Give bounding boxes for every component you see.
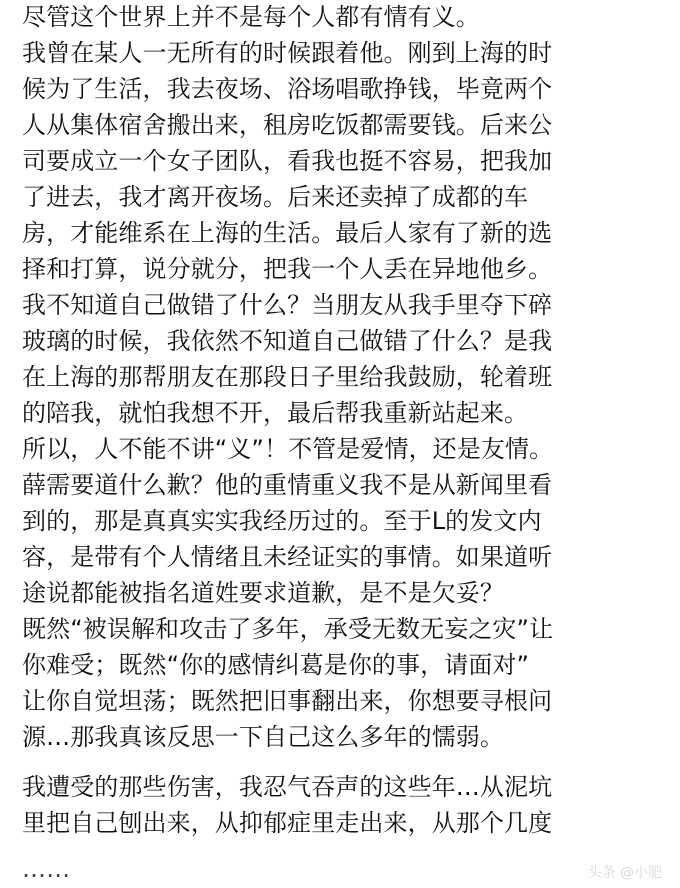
text-line: 玻璃的时候，我依然不知道自己做错了什么？是我 bbox=[22, 327, 553, 355]
text-line: 房，才能维系在上海的生活。最后人家有了新的选 bbox=[22, 219, 553, 247]
text-line-cut-off: …… bbox=[22, 855, 71, 883]
text-line: 途说都能被指名道姓要求道歉，是不是欠妥？ bbox=[22, 579, 504, 607]
watermark-text: 头条 @小肥 bbox=[587, 865, 662, 881]
text-line: 里把自己刨出来，从抑郁症里走出来，从那个几度 bbox=[22, 809, 553, 837]
text-line: 到的，那是真真实实我经历过的。至于L的发文内 bbox=[22, 507, 542, 535]
text-line: 人从集体宿舍搬出来，租房吃饭都需要钱。后来公 bbox=[22, 111, 553, 139]
text-line: 择和打算，说分就分，把我一个人丢在异地他乡。 bbox=[22, 255, 553, 283]
text-line: 在上海的那帮朋友在那段日子里给我鼓励，轮着班 bbox=[22, 363, 553, 391]
text-line: 司要成立一个女子团队，看我也挺不容易，把我加 bbox=[22, 147, 553, 175]
text-line: 候为了生活，我去夜场、浴场唱歌挣钱，毕竟两个 bbox=[22, 75, 553, 103]
text-line: 了进去，我才离开夜场。后来还卖掉了成都的车 bbox=[22, 183, 529, 211]
text-line: 我遭受的那些伤害，我忍气吞声的这些年…从泥坑 bbox=[22, 773, 553, 801]
text-line: 让你自觉坦荡；既然把旧事翻出来，你想要寻根问 bbox=[22, 687, 553, 715]
text-line: 我不知道自己做错了什么？当朋友从我手里夺下碎 bbox=[22, 291, 553, 319]
text-line: 你难受；既然“你的感情纠葛是你的事，请面对” bbox=[22, 651, 530, 679]
text-line: 所以，人不能不讲“义”！不管是爱情，还是友情。 bbox=[22, 435, 554, 463]
text-line: 的陪我，就怕我想不开，最后帮我重新站起来。 bbox=[22, 399, 529, 427]
text-line: 容，是带有个人情绪且未经证实的事情。如果道听 bbox=[22, 543, 553, 571]
text-line: 尽管这个世界上并不是每个人都有情有义。 bbox=[22, 3, 480, 31]
text-line: 源…那我真该反思一下自己这么多年的懦弱。 bbox=[22, 723, 504, 751]
text-line: 我曾在某人一无所有的时候跟着他。刚到上海的时 bbox=[22, 39, 553, 67]
text-line: 薛需要道什么歉？他的重情重义我不是从新闻里看 bbox=[22, 471, 553, 499]
text-line: 既然“被误解和攻击了多年，承受无数无妄之灾”让 bbox=[22, 615, 554, 643]
